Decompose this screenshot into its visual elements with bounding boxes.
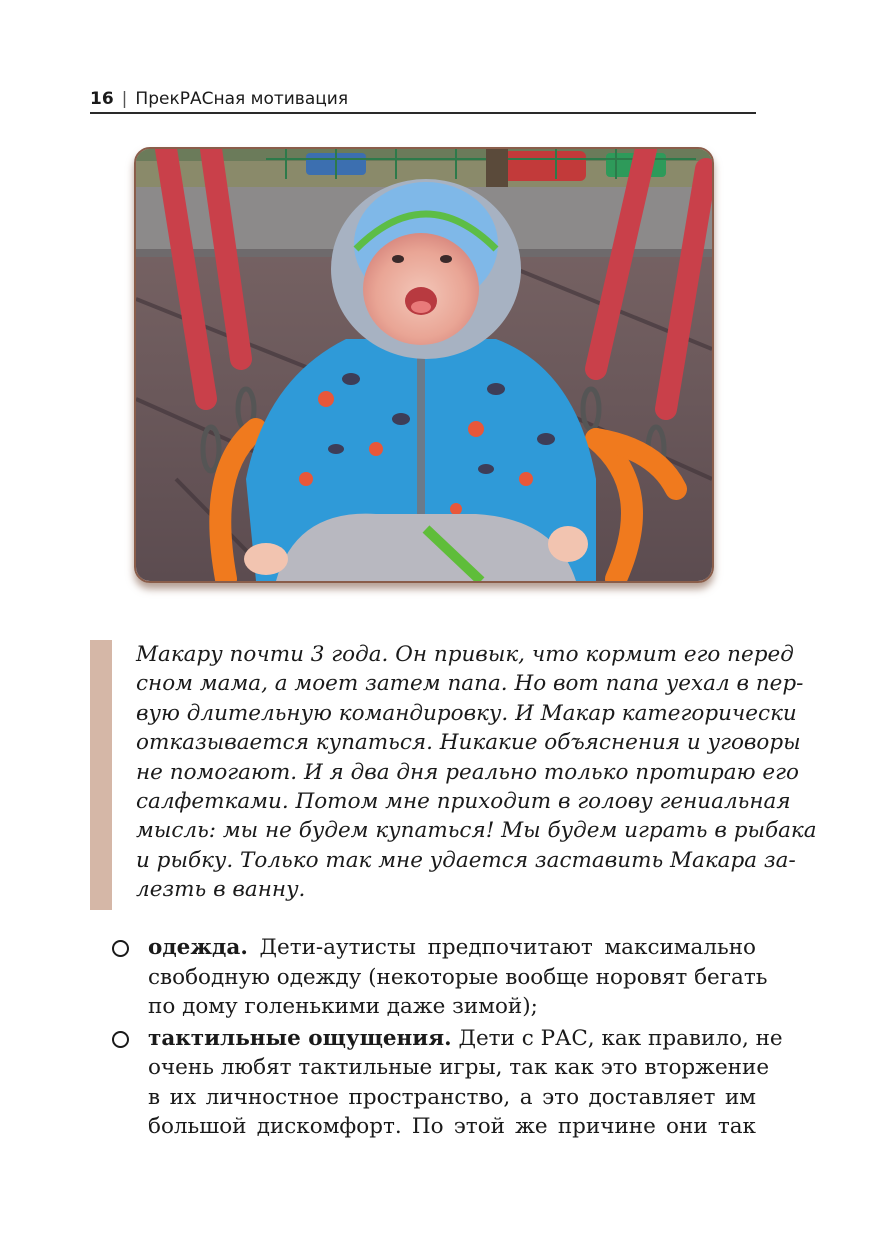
bullet-text: Дети с РАС, как правило, не [451, 1025, 783, 1051]
page-header [90, 86, 756, 114]
bullet-list [110, 933, 783, 1144]
callout-line: лезть в ванну. [136, 877, 306, 903]
bullet-line: свободную одежду (некоторые вообще норовят бегать [148, 964, 768, 990]
callout-line: сном мама, а моет затем папа. Но вот папа уехал в пер- [136, 671, 804, 697]
list-item [110, 933, 768, 1022]
callout-line: и рыбку. Только так мне удается заставить Макара за- [136, 847, 796, 873]
list-item [110, 1024, 783, 1142]
bullet-term: тактильные ощущения. [148, 1025, 452, 1051]
circle-bullet-icon [112, 1031, 129, 1048]
example-callout [90, 640, 817, 910]
page-number: 16 [90, 88, 114, 109]
callout-line: отказывается купаться. Никакие объяснения и уговоры [136, 730, 801, 756]
bullet-line: очень любят тактильные игры, так как это вторжение [148, 1055, 770, 1080]
callout-line: вую длительную командировку. И Макар категорически [136, 700, 797, 726]
photo-child-on-swing [134, 147, 714, 583]
bullet-line: в их личностное пространство, а это доставляет им [148, 1084, 756, 1110]
callout-line: не помогают. И я два дня реально только протираю его [136, 759, 799, 785]
header-separator: | [121, 88, 128, 109]
bullet-line: по дому голенькими даже зимой); [148, 994, 538, 1019]
bullet-line: большой дискомфорт. По этой же причине они так [148, 1114, 756, 1139]
running-title: ПрекРАСная мотивация [135, 88, 349, 109]
callout-line: мысль: мы не будем купаться! Мы будем играть в рыбака [136, 818, 817, 844]
bullet-term: одежда. [148, 935, 248, 960]
callout-line: салфетками. Потом мне приходит в голову гениальная [136, 789, 791, 815]
callout-line: Макару почти 3 года. Он привык, что кормит его перед [136, 642, 794, 667]
circle-bullet-icon [112, 940, 129, 957]
callout-text [136, 640, 817, 905]
bullet-text: Дети-аутисты предпочитают максимально [247, 935, 756, 960]
callout-accent-bar [90, 640, 112, 910]
